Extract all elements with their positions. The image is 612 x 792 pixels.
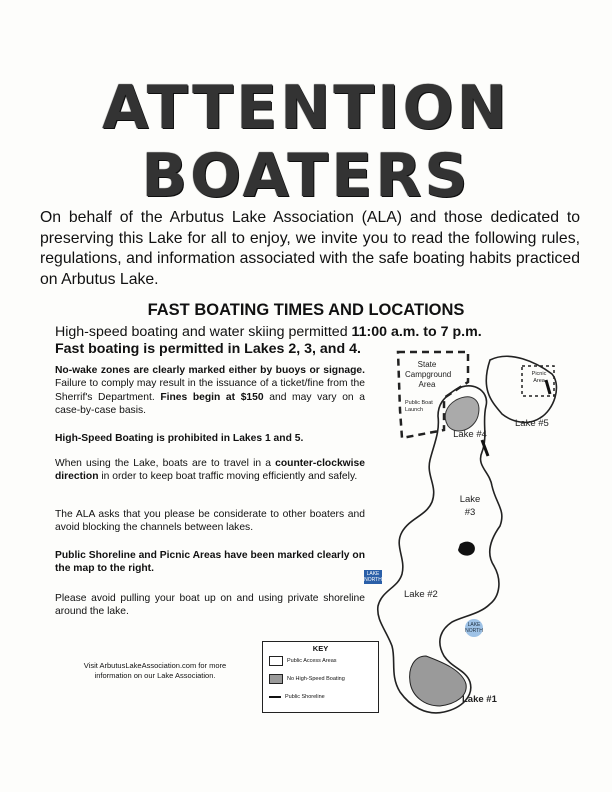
direction-bold: counter-clockwise direction [55,458,365,483]
public-boat-launch-label: Public Boat Launch [405,400,433,413]
section-heading: FAST BOATING TIMES AND LOCATIONS [147,301,465,319]
private-shoreline-paragraph: Please avoid pulling your boat up on and using private shoreline around the lake. [55,593,365,618]
visit-website-text: Visit ArbutusLakeAssociation.com for more information on our Lake Association. [83,661,227,680]
lake-4-shading [445,397,479,431]
lake-3-island [458,542,475,556]
key-row-public-shoreline [269,694,325,700]
lake-4-label: Lake #4 [453,429,487,440]
key-row-public-access [269,656,337,666]
key-title: KEY [312,644,329,653]
considerate-paragraph: The ALA asks that you please be considerate to other boaters and avoid blocking the channels between lakes. [55,509,365,534]
no-wake-paragraph [55,364,365,417]
map-key [262,641,379,713]
fast-lakes-line: Fast boating is permitted in Lakes 2, 3, and 4. [55,341,361,357]
picnic-area-label: Picnic Area [531,371,547,384]
key-no-high-speed-label: No High-Speed Boating [287,676,345,682]
lake-map [340,340,612,740]
no-wake-text: Failure to comply may result in the issuance of a ticket/fine from the Sherrif's Department. [55,378,365,403]
lake-badge-1-text: LAKE NORTH [364,571,382,583]
no-wake-bold: No-wake zones are clearly marked either by buoys or signage. [55,365,365,376]
lake-5-shape [486,356,556,422]
direction-end: in order to keep boat traffic moving efficiently and safely. [98,471,358,483]
public-shoreline-swatch [269,696,281,698]
prohibited-paragraph: High-Speed Boating is prohibited in Lakes 1 and 5. [55,433,304,444]
lake-1-no-high-speed [410,656,467,706]
lake-2-label: Lake #2 [404,589,438,600]
lake-badge-2-text: LAKE NORTH [465,622,483,634]
direction-start: When using the Lake, boats are to travel in a [55,458,276,469]
title-line-2: BOATERS [141,141,471,211]
no-wake-end: and may vary on a case-by-case basis. [55,391,365,416]
key-row-no-high-speed [269,674,345,684]
title-line-1: ATTENTION [102,73,510,143]
key-public-shoreline-label: Public Shoreline [285,694,325,700]
lake-5-label: Lake #5 [515,418,549,429]
fines-bold: Fines begin at $150 [160,391,264,403]
direction-paragraph [55,457,365,484]
permit-line [55,323,595,341]
lake-3-label: Lake #3 [459,494,481,518]
state-campground-label: State Campground Area [405,360,452,389]
no-high-speed-swatch [269,674,283,684]
public-access-swatch [269,656,283,666]
intro-paragraph: On behalf of the Arbutus Lake Association (ALA) and those dedicated to preserving this Lake for all to enjoy, we invite you to read the following rules, regulations, and information associated with the safe boating habits practiced on Arbutus Lake. [40,209,580,288]
shoreline-paragraph: Public Shoreline and Picnic Areas have been marked clearly on the map to the right. [55,550,365,575]
permit-prefix: High-speed boating and water skiing permitted [55,324,352,340]
lake-1-label: Lake #1 [462,694,497,705]
permit-times: 11:00 a.m. to 7 p.m. [351,324,482,340]
key-public-access-label: Public Access Areas [287,658,337,664]
